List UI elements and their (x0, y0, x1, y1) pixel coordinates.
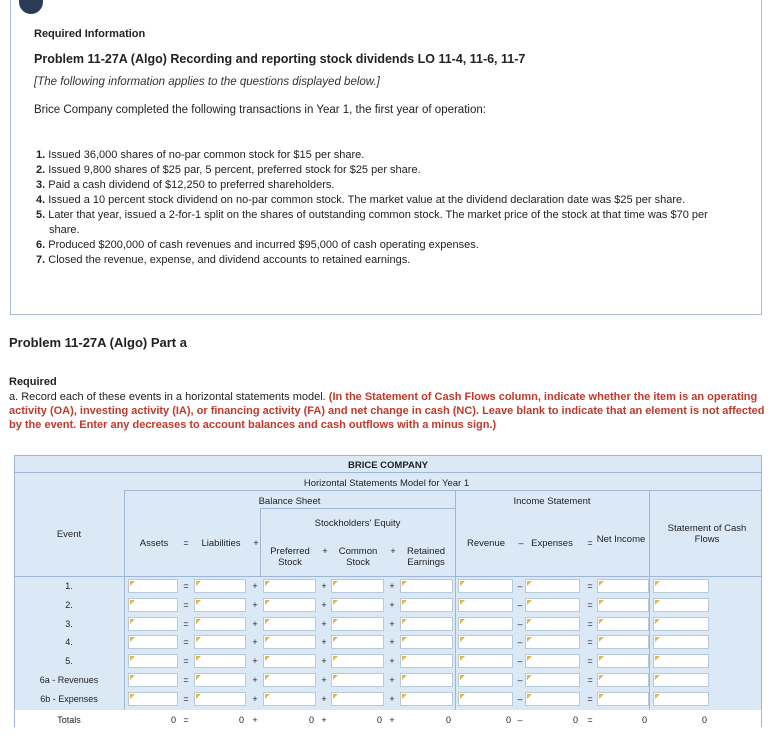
col-event: Event (56, 529, 82, 540)
total-revenue: 0 (505, 714, 511, 725)
assets-input[interactable] (128, 654, 178, 668)
row-operator: + (321, 581, 327, 591)
problem-title: Problem 11-27A (Algo) Recording and reporting stock dividends LO 11-4, 11-6, 11-7 (34, 52, 526, 66)
total-liabilities: 0 (238, 714, 244, 725)
row-operator: + (389, 599, 395, 610)
totals-operator: + (252, 714, 258, 725)
assets-input[interactable] (128, 673, 178, 687)
row-operator: = (183, 637, 189, 648)
col-assets: Assets (139, 538, 169, 549)
preferred-input[interactable] (263, 579, 316, 593)
list-item: 6. Produced $200,000 of cash revenues and incurred $95,000 of cash operating expenses. (36, 239, 479, 251)
row-operator: – (517, 637, 523, 648)
required-label: Required (9, 376, 57, 388)
row-operator: + (252, 637, 258, 648)
table-row-label: 4. (65, 637, 73, 648)
liabilities-input[interactable] (194, 673, 246, 687)
total-retained: 0 (445, 714, 451, 725)
col-net-income: Net Income (596, 534, 646, 545)
common-input[interactable] (331, 617, 384, 631)
list-item: 2. Issued 9,800 shares of $25 par, 5 percent, preferred stock for $25 per share. (36, 164, 421, 176)
total-assets: 0 (170, 714, 176, 725)
total-expenses: 0 (572, 714, 578, 725)
part-title: Problem 11-27A (Algo) Part a (9, 335, 187, 350)
header-operator: = (183, 538, 189, 548)
cash_flows-input[interactable] (653, 635, 709, 649)
col-retained-earnings: Retained Earnings (406, 546, 446, 568)
header-operator: = (587, 538, 593, 548)
balance-sheet-header: Balance Sheet (258, 496, 321, 507)
totals-label: Totals (57, 714, 81, 725)
cash_flows-input[interactable] (653, 579, 709, 593)
liabilities-input[interactable] (194, 617, 246, 631)
col-revenue: Revenue (466, 538, 506, 549)
totals-operator: + (389, 714, 395, 725)
net_income-input[interactable] (597, 692, 649, 706)
expenses-input[interactable] (525, 598, 580, 612)
row-operator: + (252, 581, 258, 591)
common-input[interactable] (331, 579, 384, 593)
row-operator: = (183, 581, 189, 591)
row-operator: + (252, 693, 258, 704)
row-operator: + (321, 693, 327, 704)
row-operator: – (517, 599, 523, 610)
row-operator: = (587, 618, 593, 629)
assets-input[interactable] (128, 598, 178, 612)
expenses-input[interactable] (525, 635, 580, 649)
row-operator: = (183, 599, 189, 610)
preferred-input[interactable] (263, 654, 316, 668)
col-preferred-stock: Preferred Stock (270, 546, 310, 568)
common-input[interactable] (331, 654, 384, 668)
col-liabilities: Liabilities (201, 538, 241, 549)
net_income-input[interactable] (597, 617, 649, 631)
preferred-input[interactable] (263, 673, 316, 687)
totals-operator: = (183, 714, 189, 725)
retained-input[interactable] (400, 692, 453, 706)
list-item: 7. Closed the revenue, expense, and dividend accounts to retained earnings. (36, 254, 411, 266)
header-divider (14, 472, 762, 473)
preferred-input[interactable] (263, 598, 316, 612)
totals-operator: + (321, 714, 327, 725)
preferred-input[interactable] (263, 635, 316, 649)
assets-input[interactable] (128, 692, 178, 706)
retained-input[interactable] (400, 617, 453, 631)
revenue-input[interactable] (458, 635, 513, 649)
revenue-input[interactable] (458, 673, 513, 687)
liabilities-input[interactable] (194, 579, 246, 593)
table-row-label: 6b - Expenses (40, 693, 98, 704)
liabilities-input[interactable] (194, 598, 246, 612)
column-divider (455, 490, 456, 727)
row-operator: = (183, 618, 189, 629)
cash_flows-input[interactable] (653, 654, 709, 668)
header-operator: + (253, 538, 259, 548)
expenses-input[interactable] (525, 654, 580, 668)
row-operator: = (587, 656, 593, 667)
revenue-input[interactable] (458, 579, 513, 593)
row-operator: + (321, 675, 327, 685)
row-operator: + (389, 581, 395, 591)
row-operator: – (517, 675, 523, 685)
header-operator: + (390, 546, 396, 556)
row-operator: + (389, 618, 395, 629)
table-row-label: 6a - Revenues (39, 675, 99, 685)
col-common-stock: Common Stock (338, 546, 378, 568)
instructions: a. Record each of these events in a horizontal statements model. (In the Statement of Cash Flows column, indicate whether the item is an operating activity (OA), investing activity (IA), or financing activity (FA) and net change in cash (NC). Leave blank to indicate that an element is not affected by the event. Enter any decreases to account balances and cash outflows with a minus sign.) (9, 391, 765, 431)
row-operator: = (183, 693, 189, 704)
stockholders-equity-header: Stockholders' Equity (314, 518, 401, 529)
assets-input[interactable] (128, 617, 178, 631)
preferred-input[interactable] (263, 692, 316, 706)
expenses-input[interactable] (525, 692, 580, 706)
total-common: 0 (376, 714, 382, 725)
intro-text: Brice Company completed the following transactions in Year 1, the first year of operation: (34, 104, 486, 116)
model-title: Horizontal Statements Model for Year 1 (303, 478, 470, 489)
row-operator: = (183, 675, 189, 685)
retained-input[interactable] (400, 635, 453, 649)
row-operator: – (517, 693, 523, 704)
col-expenses: Expenses (531, 538, 573, 549)
expenses-input[interactable] (525, 617, 580, 631)
row-operator: = (587, 637, 593, 648)
total-cash_flows: 0 (701, 714, 707, 725)
income-statement-header: Income Statement (513, 496, 591, 507)
row-operator: = (587, 693, 593, 704)
row-operator: + (389, 693, 395, 704)
row-operator: + (321, 599, 327, 610)
common-input[interactable] (331, 692, 384, 706)
row-operator: + (252, 599, 258, 610)
common-input[interactable] (331, 598, 384, 612)
row-operator: = (587, 581, 593, 591)
revenue-input[interactable] (458, 617, 513, 631)
row-operator: + (252, 618, 258, 629)
row-operator: + (389, 675, 395, 685)
row-operator: + (252, 675, 258, 685)
row-operator: + (321, 656, 327, 667)
liabilities-input[interactable] (194, 692, 246, 706)
net_income-input[interactable] (597, 673, 649, 687)
row-operator: = (587, 675, 593, 685)
assets-input[interactable] (128, 579, 178, 593)
column-divider (124, 490, 125, 727)
retained-input[interactable] (400, 579, 453, 593)
required-information-heading: Required Information (34, 28, 146, 40)
row-operator: + (389, 637, 395, 648)
cash_flows-input[interactable] (653, 673, 709, 687)
net_income-input[interactable] (597, 579, 649, 593)
revenue-input[interactable] (458, 692, 513, 706)
common-input[interactable] (331, 635, 384, 649)
row-operator: + (321, 618, 327, 629)
net_income-input[interactable] (597, 598, 649, 612)
row-operator: + (321, 637, 327, 648)
header-operator: + (322, 546, 328, 556)
list-item: 5. Later that year, issued a 2-for-1 split on the shares of outstanding common stock. The market price of the stock at that time was $70 per share. (36, 209, 708, 236)
col-cash-flows: Statement of Cash Flows (667, 523, 747, 545)
totals-operator: – (517, 714, 523, 725)
liabilities-input[interactable] (194, 654, 246, 668)
row-operator: + (389, 656, 395, 667)
retained-input[interactable] (400, 673, 453, 687)
cash_flows-input[interactable] (653, 617, 709, 631)
company-name: BRICE COMPANY (347, 460, 429, 471)
liabilities-input[interactable] (194, 635, 246, 649)
retained-input[interactable] (400, 598, 453, 612)
totals-operator: = (587, 714, 593, 725)
applies-note: [The following information applies to the questions displayed below.] (34, 76, 380, 88)
header-divider (260, 508, 455, 509)
total-preferred: 0 (308, 714, 314, 725)
transaction-list (36, 148, 726, 268)
cash_flows-input[interactable] (653, 692, 709, 706)
table-row-label: 2. (65, 599, 73, 610)
total-net_income: 0 (641, 714, 647, 725)
row-operator: – (517, 618, 523, 629)
common-input[interactable] (331, 673, 384, 687)
row-operator: = (587, 599, 593, 610)
expenses-input[interactable] (525, 579, 580, 593)
row-operator: + (252, 656, 258, 667)
table-row-label: 1. (65, 581, 73, 591)
cash_flows-input[interactable] (653, 598, 709, 612)
row-operator: – (517, 656, 523, 667)
header-divider (124, 490, 762, 491)
net_income-input[interactable] (597, 635, 649, 649)
assets-input[interactable] (128, 635, 178, 649)
expenses-input[interactable] (525, 673, 580, 687)
preferred-input[interactable] (263, 617, 316, 631)
row-operator: – (517, 581, 523, 591)
column-divider (649, 490, 650, 727)
list-item: 1. Issued 36,000 shares of no-par common stock for $15 per share. (36, 149, 365, 161)
header-operator: – (518, 538, 524, 548)
revenue-input[interactable] (458, 598, 513, 612)
list-item: 4. Issued a 10 percent stock dividend on no-par common stock. The market value at the dividend declaration date was $25 per share. (36, 194, 686, 206)
step-indicator-icon (19, 0, 43, 14)
retained-input[interactable] (400, 654, 453, 668)
list-item: 3. Paid a cash dividend of $12,250 to preferred shareholders. (36, 179, 335, 191)
row-operator: = (183, 656, 189, 667)
revenue-input[interactable] (458, 654, 513, 668)
table-row-label: 3. (65, 618, 73, 629)
net_income-input[interactable] (597, 654, 649, 668)
table-row-label: 5. (65, 656, 73, 667)
